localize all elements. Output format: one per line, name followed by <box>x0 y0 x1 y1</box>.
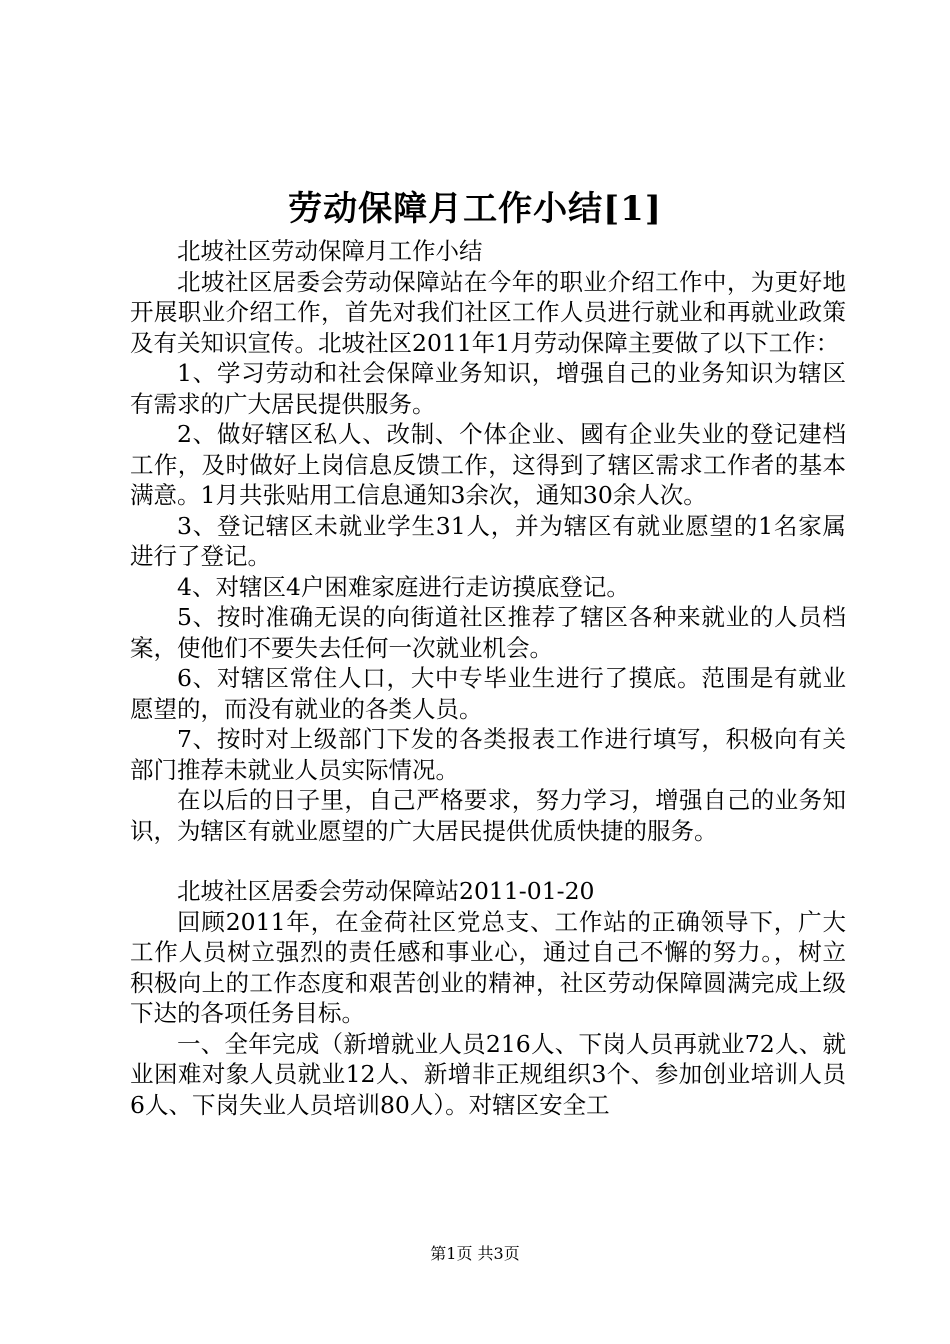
paragraph-item-7: 7、按时对上级部门下发的各类报表工作进行填写，积极向有关部门推荐未就业人员实际情况。 <box>130 725 846 784</box>
paragraph-item-1: 1、学习劳动和社会保障业务知识，增强自己的业务知识为辖区有需求的广大居民提供服务。 <box>130 359 846 418</box>
paragraph-item-4: 4、对辖区4户困难家庭进行走访摸底登记。 <box>177 572 630 601</box>
paragraph-item-6: 6、对辖区常住人口，大中专毕业生进行了摸底。范围是有就业愿望的，而没有就业的各类人员。 <box>130 664 846 723</box>
document-title: 劳动保障月工作小结[1] <box>288 189 662 229</box>
paragraph-section-1: 一、全年完成（新增就业人员216人、下岗人员再就业72人、就业困难对象人员就业12人、新增非正规组织3个、参加创业培训人员6人、下岗失业人员培训80人）。对辖区安全工 <box>130 1029 846 1119</box>
paragraph-item-2: 2、做好辖区私人、改制、个体企业、國有企业失业的登记建档工作，及时做好上岗信息反馈工作，这得到了辖区需求工作者的基本满意。1月共张贴用工信息通知3余次，通知30余人次。 <box>130 420 846 509</box>
paragraph-item-5: 5、按时准确无误的向街道社区推荐了辖区各种来就业的人员档案，使他们不要失去任何一次就业机会。 <box>130 603 846 662</box>
paragraph-review: 回顾2011年，在金荷社区党总支、工作站的正确领导下，广大工作人员树立强烈的责任感和事业心，通过自己不懈的努力。，树立积极向上的工作态度和艰苦创业的精神，社区劳动保障圆满完成上级下达的各项任务目标。 <box>130 907 846 1027</box>
document-body <box>130 236 846 1120</box>
page-footer: 第1页 共3页 <box>430 1244 520 1263</box>
paragraph-intro: 北坡社区居委会劳动保障站在今年的职业介绍工作中，为更好地开展职业介绍工作，首先对我们社区工作人员进行就业和再就业政策及有关知识宣传。北坡社区2011年1月劳动保障主要做了以下工作： <box>130 267 846 357</box>
paragraph-signature: 北坡社区居委会劳动保障站2011-01-20 <box>177 877 595 905</box>
paragraph-item-3: 3、登记辖区未就业学生31人，并为辖区有就业愿望的1名家属进行了登记。 <box>130 511 846 570</box>
paragraph-conclusion: 在以后的日子里，自己严格要求，努力学习，增强自己的业务知识，为辖区有就业愿望的广大居民提供优质快捷的服务。 <box>130 786 846 845</box>
paragraph-subtitle: 北坡社区劳动保障月工作小结 <box>177 237 483 265</box>
